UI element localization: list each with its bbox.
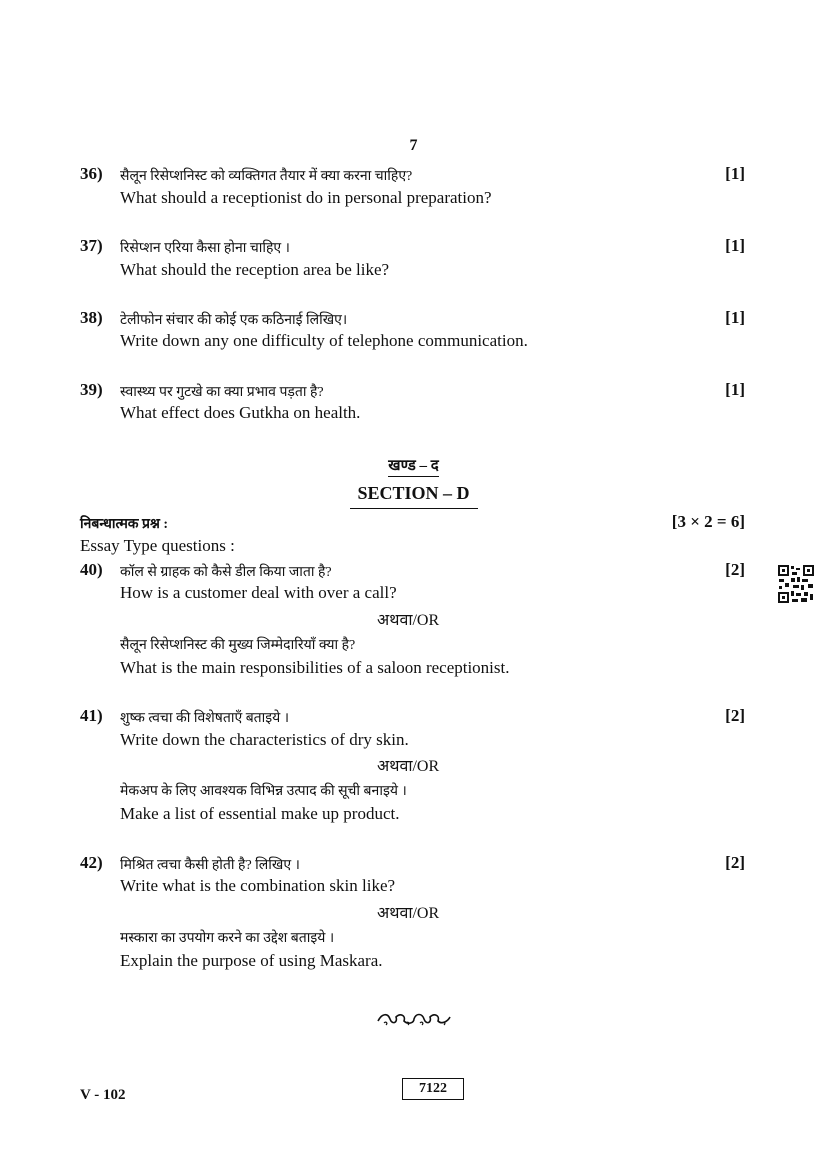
- alt-question-text-english: Explain the purpose of using Maskara.: [120, 951, 383, 970]
- question-text-hindi: स्वास्थ्य पर गुटखे का क्या प्रभाव पड़ता है?: [120, 385, 324, 400]
- paper-code: V - 102: [80, 1087, 126, 1103]
- question-text-hindi: टेलीफोन संचार की कोई एक कठिनाई लिखिए।: [120, 313, 348, 328]
- or-label: अथवा/OR: [377, 905, 440, 922]
- question-marks: [1]: [725, 164, 745, 183]
- or-label: अथवा/OR: [377, 612, 440, 629]
- section-title-english-wrap: [0, 483, 827, 509]
- question-marks: [2]: [725, 560, 745, 579]
- page-number: 7: [409, 137, 418, 154]
- question-text-hindi: मिश्रित त्वचा कैसी होती है? लिखिए ।: [120, 858, 300, 873]
- question-type-english: Essay Type questions :: [80, 536, 235, 555]
- question-text-hindi: कॉल से ग्राहक को कैसे डील किया जाता है?: [120, 565, 332, 580]
- box-code: 7122: [402, 1078, 464, 1100]
- question-text-english: What should a receptionist do in personal preparation?: [120, 188, 492, 207]
- section-title-english: SECTION – D: [350, 483, 478, 509]
- question-number: 41): [80, 706, 103, 725]
- question-text-english: Write down the characteristics of dry skin.: [120, 730, 409, 749]
- qr-code: [777, 564, 815, 604]
- question-marks: [1]: [725, 380, 745, 399]
- question-text-hindi: रिसेप्शन एरिया कैसा होना चाहिए ।: [120, 241, 290, 256]
- alt-question-text-english: What is the main responsibilities of a saloon receptionist.: [120, 658, 510, 677]
- question-marks: [2]: [725, 853, 745, 872]
- alt-question-text-hindi: मेकअप के लिए आवश्यक विभिन्न उत्पाद की सूची बनाइये ।: [120, 784, 407, 799]
- section-title-hindi-wrap: [0, 455, 827, 475]
- section-total-marks: [3 × 2 = 6]: [671, 512, 745, 531]
- question-marks: [2]: [725, 706, 745, 725]
- question-text-english: What effect does Gutkha on health.: [120, 403, 361, 422]
- or-label: अथवा/OR: [377, 758, 440, 775]
- question-number: 40): [80, 560, 103, 579]
- section-title-hindi: खण्ड – द: [388, 458, 438, 477]
- alt-question-text-english: Make a list of essential make up product.: [120, 804, 400, 823]
- question-number: 42): [80, 853, 103, 872]
- question-text-english: What should the reception area be like?: [120, 260, 390, 279]
- question-text-hindi: सैलून रिसेप्शनिस्ट को व्यक्तिगत तैयार में क्या करना चाहिए?: [120, 169, 413, 184]
- question-text-english: Write what is the combination skin like?: [120, 876, 396, 895]
- question-text-english: How is a customer deal with over a call?: [120, 583, 397, 602]
- question-text-hindi: शुष्क त्वचा की विशेषताएँ बताइये ।: [120, 711, 290, 726]
- question-marks: [1]: [725, 236, 745, 255]
- end-ornament-icon: [376, 1011, 452, 1027]
- question-type-hindi: निबन्धात्मक प्रश्न :: [80, 517, 169, 532]
- question-number: 36): [80, 164, 103, 183]
- question-number: 37): [80, 236, 103, 255]
- question-marks: [1]: [725, 308, 745, 327]
- alt-question-text-hindi: मस्कारा का उपयोग करने का उद्देश बताइये ।: [120, 931, 335, 946]
- question-text-english: Write down any one difficulty of telephone communication.: [120, 331, 528, 350]
- question-number: 39): [80, 380, 103, 399]
- alt-question-text-hindi: सैलून रिसेप्शनिस्ट की मुख्य जिम्मेदारियाँ क्या है?: [120, 638, 356, 653]
- question-number: 38): [80, 308, 103, 327]
